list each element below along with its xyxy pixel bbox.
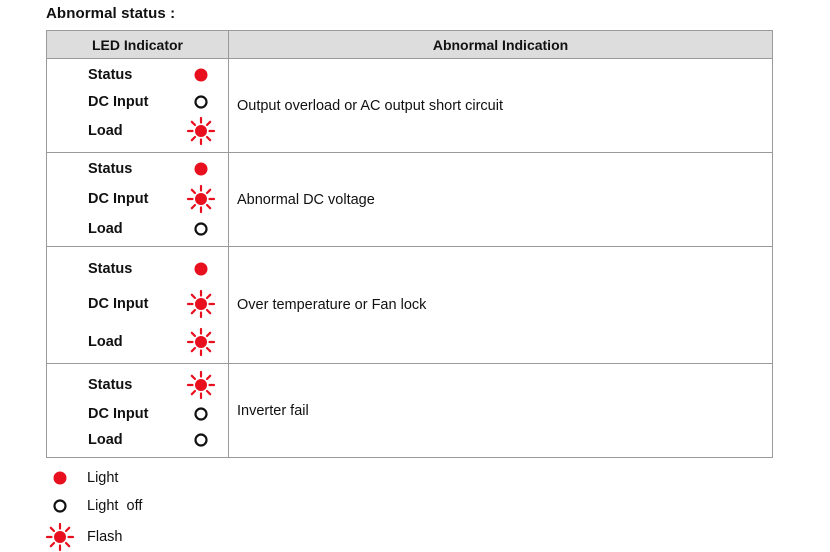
indicator-line [88, 217, 218, 241]
indicator-line [88, 428, 218, 452]
led-off-icon [184, 217, 218, 241]
led-indicator-cell [47, 59, 229, 153]
indicator-line [88, 292, 218, 316]
led-off-icon [184, 90, 218, 114]
indicator-label: Status [88, 161, 133, 177]
indicator-line [88, 90, 218, 114]
led-indicator-cell [47, 364, 229, 458]
indicator-line [88, 119, 218, 143]
led-light-icon [184, 257, 218, 281]
led-indicator-cell [47, 247, 229, 364]
led-flash-icon [184, 373, 218, 397]
indicator-line [88, 187, 218, 211]
legend-item [44, 494, 204, 518]
indicator-line [88, 402, 218, 426]
legend-item [44, 525, 204, 549]
table-row [47, 364, 773, 458]
indicator-label: Status [88, 261, 133, 277]
led-light-icon [184, 63, 218, 87]
table-row [47, 59, 773, 153]
led-flash-icon [184, 292, 218, 316]
indication-cell: Output overload or AC output short circuit [229, 59, 773, 153]
indicator-label: DC Input [88, 191, 149, 207]
indicator-label: DC Input [88, 94, 149, 110]
indicator-label: Status [88, 377, 133, 393]
indicator-label: Load [88, 334, 123, 350]
indicator-line [88, 63, 218, 87]
section-title: Abnormal status : [46, 5, 176, 22]
led-light-icon [184, 157, 218, 181]
legend-label: Light off [87, 498, 143, 514]
indicator-line [88, 257, 218, 281]
led-off-icon [44, 494, 76, 518]
legend-label: Light [87, 470, 119, 486]
indication-cell: Over temperature or Fan lock [229, 247, 773, 364]
led-off-icon [184, 428, 218, 452]
abnormal-indication-header: Abnormal Indication [229, 31, 773, 59]
table-row [47, 247, 773, 364]
led-indicator-cell [47, 153, 229, 247]
indication-cell: Abnormal DC voltage [229, 153, 773, 247]
legend-item [44, 466, 204, 490]
indicator-label: Load [88, 432, 123, 448]
indicator-label: Load [88, 221, 123, 237]
legend-label: Flash [87, 529, 123, 545]
led-off-icon [184, 402, 218, 426]
indicator-line [88, 330, 218, 354]
indicator-line [88, 157, 218, 181]
led-flash-icon [44, 525, 76, 549]
led-flash-icon [184, 119, 218, 143]
indicator-label: Load [88, 123, 123, 139]
indicator-label: DC Input [88, 406, 149, 422]
led-light-icon [44, 466, 76, 490]
led-flash-icon [184, 330, 218, 354]
led-indicator-header: LED Indicator [47, 31, 229, 59]
led-flash-icon [184, 187, 218, 211]
table-header-row [47, 31, 773, 59]
indicator-label: DC Input [88, 296, 149, 312]
abnormal-status-table [46, 30, 773, 458]
indicator-line [88, 373, 218, 397]
indication-cell: Inverter fail [229, 364, 773, 458]
table-row [47, 153, 773, 247]
indicator-label: Status [88, 67, 133, 83]
